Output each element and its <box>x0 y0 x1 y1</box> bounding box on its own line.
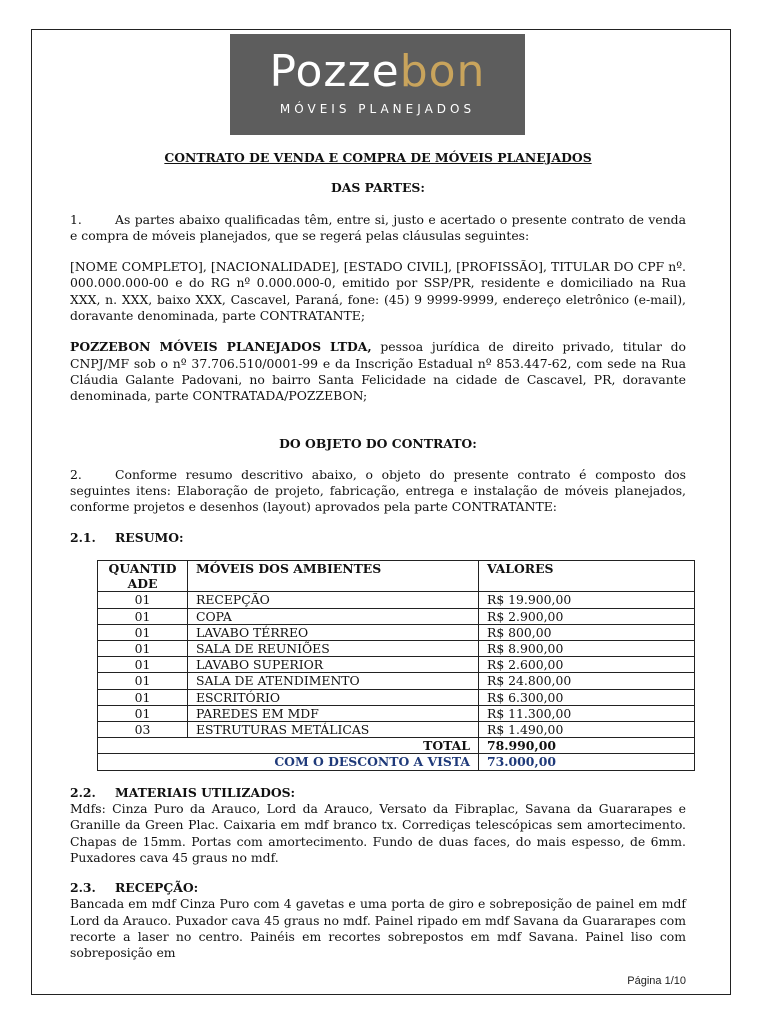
table-row: 01 SALA DE REUNIÕES R$ 8.900,00 <box>98 641 695 657</box>
contratante-paragraph: [NOME COMPLETO], [NACIONALIDADE], [ESTADO CIVIL], [PROFISSÃO], TITULAR DO CPF nº. 000.000.000-00 e do RG nº 0.000.000-0, emitido por SSP/PR, residente e domiciliado na Rua XXX, n. XXX, baixo XXX, Cascavel, Paraná, fone: (45) 9 9999-9999, endereço eletrônico (e-mail), doravante denominada, parte CONTRATANTE; <box>70 259 686 324</box>
materiais-heading: 2.2. MATERIAIS UTILIZADOS: <box>70 784 296 800</box>
discount-value: 73.000,00 <box>479 754 695 770</box>
clause-1: 1. As partes abaixo qualificadas têm, entre si, justo e acertado o presente contrato de venda e compra de móveis planejados, que se regerá pelas cláusulas seguintes: <box>70 211 686 243</box>
document-title: CONTRATO DE VENDA E COMPRA DE MÓVEIS PLANEJADOS <box>164 150 592 165</box>
resumo-table <box>97 560 695 771</box>
recepcao-heading: 2.3. RECEPÇÃO: <box>70 880 199 896</box>
table-row: 01 LAVABO SUPERIOR R$ 2.600,00 <box>98 657 695 673</box>
table-row: 01 RECEPÇÃO R$ 19.900,00 <box>98 592 695 608</box>
table-row: 03 ESTRUTURAS METÁLICAS R$ 1.490,00 <box>98 722 695 738</box>
document-body <box>70 150 686 962</box>
materiais-paragraph: Mdfs: Cinza Puro da Arauco, Lord da Arauco, Versato da Fibraplac, Savana da Guararapes e Granille da Green Plac. Caixaria em mdf branco tx. Corrediças telescópicas sem amortecimento. Chapas de 15mm. Portas com amortecimento. Fundo de duas faces, do mais espesso, de 6mm. Puxadores cava 45 graus no mdf. <box>70 800 686 865</box>
table-row: 01 COPA R$ 2.900,00 <box>98 608 695 624</box>
table-total-row <box>98 738 695 754</box>
table-row: 01 ESCRITÓRIO R$ 6.300,00 <box>98 689 695 705</box>
table-row: 01 SALA DE ATENDIMENTO R$ 24.800,00 <box>98 673 695 689</box>
resumo-heading: 2.1. RESUMO: <box>70 529 184 545</box>
contratada-paragraph: POZZEBON MÓVEIS PLANEJADOS LTDA, pessoa jurídica de direito privado, titular do CNPJ/MF sob o nº 37.706.510/0001-99 e da Inscrição Estadual nº 853.447-62, com sede na Rua Cláudia Galante Padovani, no bairro Santa Felicidade na cidade de Cascavel, PR, doravante denominada, parte CONTRATADA/POZZEBON; <box>70 339 686 404</box>
section-heading-partes: DAS PARTES: <box>331 180 425 196</box>
page-number: Página 1/10 <box>627 975 686 987</box>
logo-wordmark: Pozzebon <box>269 46 486 97</box>
table-discount-row <box>98 754 695 770</box>
section-heading-objeto: DO OBJETO DO CONTRATO: <box>279 435 477 451</box>
page-frame <box>31 29 731 995</box>
header-valores: VALORES <box>479 561 695 592</box>
clause-2: 2. Conforme resumo descritivo abaixo, o objeto do presente contrato é composto dos seguintes itens: Elaboração de projeto, fabricação, entrega e instalação de móveis planejados, conforme projetos e desenhos (layout) aprovados pela parte CONTRATANTE: <box>70 466 686 515</box>
header-quantidade: QUANTIDADE <box>98 561 188 592</box>
table-row: 01 LAVABO TÉRREO R$ 800,00 <box>98 624 695 640</box>
company-logo <box>230 34 525 135</box>
discount-label: COM O DESCONTO A VISTA <box>98 754 479 770</box>
recepcao-paragraph: Bancada em mdf Cinza Puro com 4 gavetas e uma porta de giro e sobreposição de painel em mdf Lord da Arauco. Puxador cava 45 graus no mdf. Painel ripado em mdf Savana da Guararapes com recorte a laser no centro. Painéis em recortes sobrepostos em mdf Savana. Painel liso com sobreposição em <box>70 896 686 961</box>
total-label: TOTAL <box>98 738 479 754</box>
header-moveis: MÓVEIS DOS AMBIENTES <box>188 561 479 592</box>
table-row: 01 PAREDES EM MDF R$ 11.300,00 <box>98 705 695 721</box>
table-header-row <box>98 561 695 592</box>
total-value: 78.990,00 <box>479 738 695 754</box>
logo-subtitle: MÓVEIS PLANEJADOS <box>279 102 476 116</box>
